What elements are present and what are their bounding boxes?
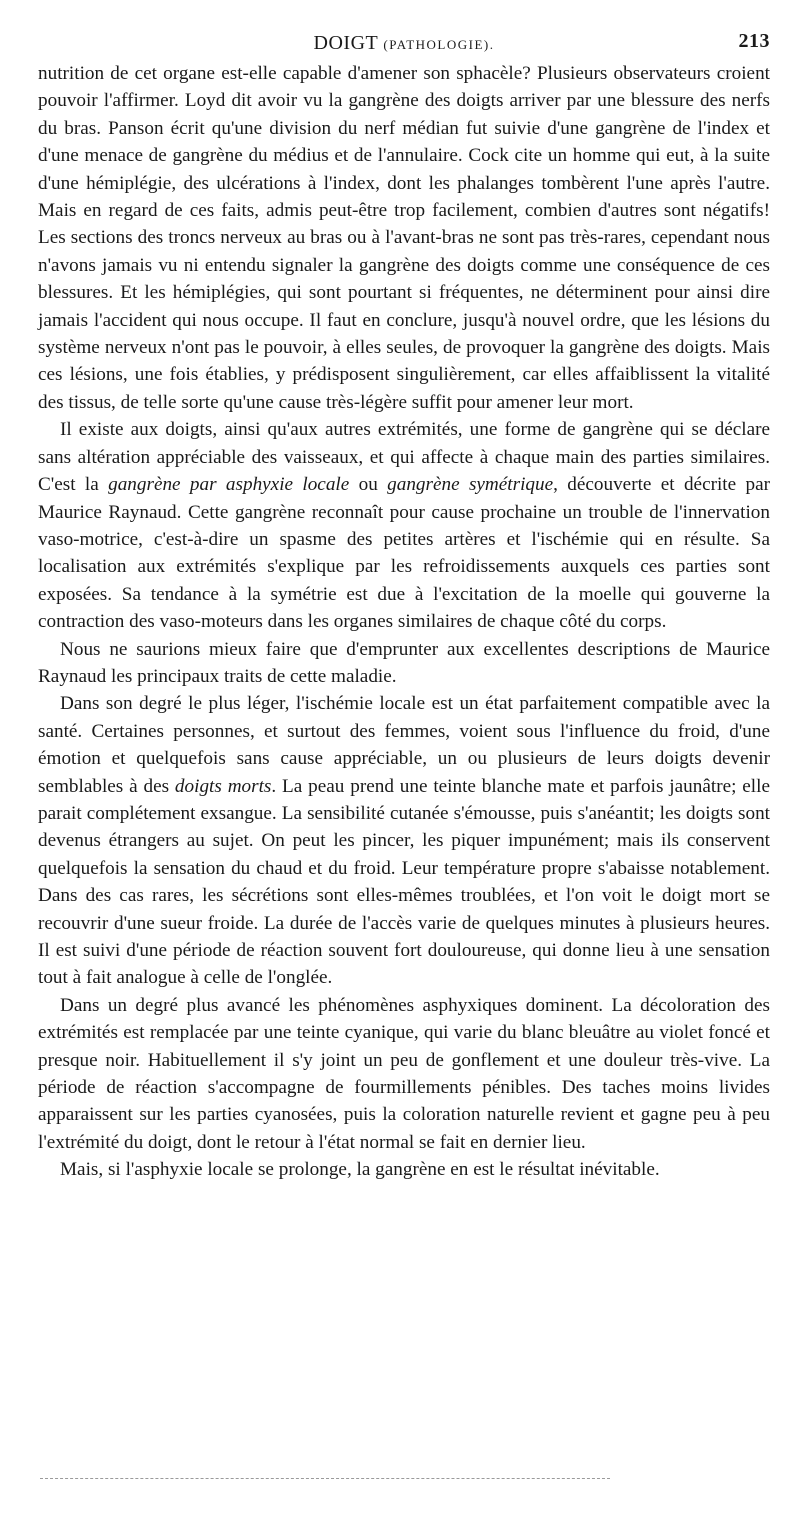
text-run: Dans son degré le plus léger, l'ischémie locale est un état parfaitement compatible avec la santé. Certaines personnes, et surtout des femmes, voient sous l'influence du froid, d'une émotion et quelquefois sans cause appréciable, un ou plusieurs de leurs doigts devenir semblables à des <box>38 693 770 797</box>
running-title-sub: (PATHOLOGIE). <box>383 37 495 52</box>
text-run: , découverte et décrite par Maurice Raynaud. Cette gangrène reconnaît pour cause prochaine un trouble de l'innervation vaso-motrice, c'est-à-dire un spasme des petites artères et l'ischémie qui en résulte. Sa localisation aux extrémités s'explique par les refroidissements auxquels ces parties sont exposées. Sa tendance à la symétrie est due à l'excitation de la moelle qui gouverne la contraction des vaso-moteurs dans les organes similaires de chaque côté du corps. <box>38 474 770 633</box>
page-number: 213 <box>738 30 770 52</box>
text-run: . La peau prend une teinte blanche mate et parfois jaunâtre; elle parait complétement exsangue. La sensibilité cutanée s'émousse, puis s'anéantit; les doigts sont devenus étrangers au sujet. On peut les pincer, les piquer impunément; mais ils conservent quelquefois la sensation du chaud et du froid. Leur température propre s'abaisse notablement. Dans des cas rares, les sécrétions sont elles-mêmes troublées, et l'on voit le doigt mort se recouvrir d'une sueur froide. La durée de l'accès varie de quelques minutes à plusieurs heures. Il est suivi d'une période de réaction souvent fort douloureuse, qui donne lieu à une sensation tout à fait analogue à celle de l'onglée. <box>38 775 770 989</box>
running-title <box>38 32 770 55</box>
text-run: Il existe aux doigts, ainsi qu'aux autres extrémités, une forme de gangrène qui se déclare sans altération appréciable des vaisseaux, et qui affecte à chaque main des parties similaires. C'est la <box>38 419 770 496</box>
running-head <box>38 28 770 58</box>
body-text <box>38 60 770 1184</box>
italic-text: gangrène symétrique <box>387 474 554 496</box>
paragraph-6 <box>38 1156 770 1183</box>
paragraph-1 <box>38 60 770 416</box>
italic-text: gangrène par asphyxie locale <box>108 474 350 496</box>
text-run: nutrition de cet organe est-elle capable d'amener son sphacèle? Plusieurs observateurs croient pouvoir l'affirmer. Loyd dit avoir vu la gangrène des doigts arriver par une blessure des nerfs du bras. Panson écrit qu'une division du nerf médian fut suivie d'une gangrène de l'index et d'une menace de gangrène du médius et de l'annulaire. Cock cite un homme qui eut, à la suite d'une hémiplégie, des ulcérations à l'index, dont les phalanges tombèrent l'une après l'autre. Mais en regard de ces faits, admis peut-être trop facilement, combien d'autres sont négatifs! Les sections des troncs nerveux au bras ou à l'avant-bras ne sont pas très-rares, cependant nous n'avons jamais vu ni entendu signaler la gangrène des doigts comme une conséquence de ces blessures. Et les hémiplégies, qui sont pourtant si fréquentes, ne déterminent pour ainsi dire jamais l'accident qui nous occupe. Il faut en conclure, jusqu'à nouvel ordre, que les lésions du système nerveux n'ont pas le pouvoir, à elles seules, de provoquer la gangrène des doigts. Mais ces lésions, une fois établies, y prédisposent singulièrement, car elles affaiblissent la vitalité des tissus, de telle sorte qu'une cause très-légère suffit pour amener leur mort. <box>38 63 770 413</box>
running-title-main: DOIGT <box>313 32 378 54</box>
paragraph-2 <box>38 416 770 635</box>
italic-text: doigts morts <box>174 775 272 797</box>
text-run: Dans un degré plus avancé les phénomènes asphyxiques dominent. La décoloration des extrémités est remplacée par une teinte cyanique, qui varie du blanc bleuâtre au violet foncé et presque noir. Habituellement il s'y joint un peu de gonflement et une douleur très-vive. La période de réaction s'accompagne de fourmillements pénibles. Des taches moins livides apparaissent sur les parties cyanosées, puis la coloration naturelle revient et gagne peu à peu l'extrémité du doigt, dont le retour à l'état normal se fait en dernier lieu. <box>38 994 770 1153</box>
text-run: Nous ne saurions mieux faire que d'emprunter aux excellentes descriptions de Maurice Raynaud les principaux traits de cette maladie. <box>38 638 770 687</box>
footer-rule <box>40 1478 610 1479</box>
page <box>38 28 770 1184</box>
text-run: ou <box>349 474 388 496</box>
paragraph-5 <box>38 992 770 1156</box>
text-run: Mais, si l'asphyxie locale se prolonge, la gangrène en est le résultat inévitable. <box>60 1159 660 1181</box>
paragraph-4 <box>38 690 770 991</box>
paragraph-3 <box>38 636 770 691</box>
